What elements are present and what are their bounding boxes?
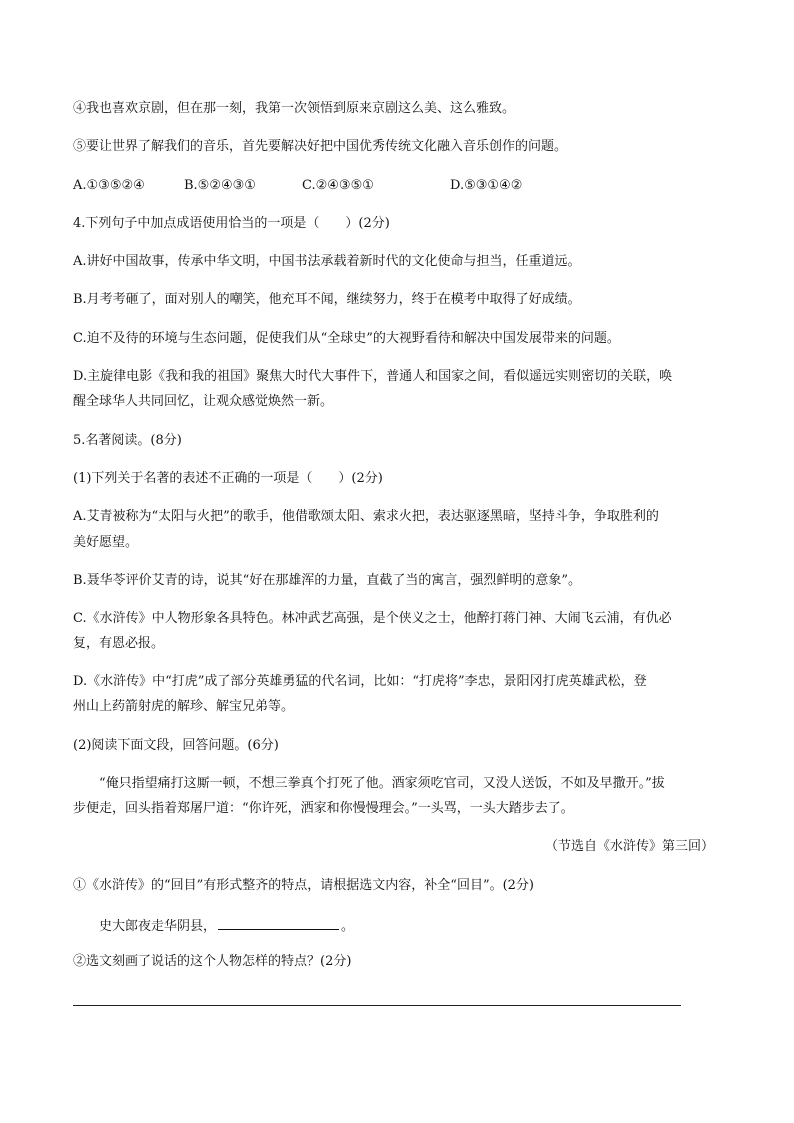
q5-1-option-b: B.聂华苓评价艾青的诗，说其“好在那雄浑的力量，直截了当的寓言，强烈鲜明的意象”。 <box>73 573 581 588</box>
q3-option-a: A.①③⑤②④ <box>73 178 145 193</box>
q4-option-a: A.讲好中国故事，传承中华文明，中国书法承载着新时代的文化使命与担当，任重道远。 <box>73 254 581 269</box>
q3-option-b: B.⑤②④③① <box>184 178 256 193</box>
q3-option-c: C.②④③⑤① <box>302 178 374 193</box>
fill-in-blank[interactable] <box>218 915 339 930</box>
subquestion-2-title: ②选文刻画了说话的这个人物怎样的特点？(2分) <box>73 954 352 969</box>
q3-option-d: D.⑤③①④② <box>450 178 523 193</box>
subquestion-1-title: ①《水浒传》的“回目”有形式整齐的特点，请根据选文内容，补全“回目”。(2分) <box>73 878 534 893</box>
q5-1-option-d-line2: 州山上药箭射虎的解珍、解宝兄弟等。 <box>73 699 295 714</box>
answer-line[interactable] <box>73 1005 681 1006</box>
passage-source: （节选自《水浒传》第三回） <box>544 839 714 854</box>
huimu-suffix: 。 <box>341 919 355 934</box>
q4-option-b: B.月考考砸了，面对别人的嘲笑，他充耳不闻，继续努力，终于在模考中取得了好成绩。 <box>73 292 581 307</box>
q5-1-option-a-line1: A.艾青被称为“太阳与火把”的歌手，他借歌颂太阳、索求火把，表达驱逐黑暗，坚持斗争，争取胜利的 <box>73 509 659 524</box>
passage-line2: 步便走，回头指着郑屠尸道：“你许死，洒家和你慢慢理会。”一头骂，一头大踏步去了。 <box>73 801 574 816</box>
passage-line1: “俺只指望痛打这厮一顿，不想三拳真个打死了他。酒家须吃官司，又没人送饭，不如及早撒开。”拔 <box>99 776 665 791</box>
q5-1-title: (1)下列关于名著的表述不正确的一项是（ ）(2分) <box>73 471 383 486</box>
q5-2-title: (2)阅读下面文段，回答问题。(6分) <box>73 738 279 753</box>
q5-1-option-d-line1: D.《水浒传》中“打虎”成了部分英雄勇猛的代名词，比如：“打虎将”李忠，景阳冈打虎英雄武松，登 <box>73 674 647 689</box>
q5-1-option-c-line2: 复，有恩必报。 <box>73 636 165 651</box>
sentence-5: ⑤要让世界了解我们的音乐，首先要解决好把中国优秀传统文化融入音乐创作的问题。 <box>73 139 568 154</box>
q5-1-option-a-line2: 美好愿望。 <box>73 535 139 550</box>
sentence-4: ④我也喜欢京剧，但在那一刻，我第一次领悟到原来京剧这么美、这么雅致。 <box>73 101 516 116</box>
q3-options <box>73 177 522 195</box>
subquestion-1-answer <box>99 915 354 936</box>
q4-option-c: C.迫不及待的环境与生态问题，促使我们从“全球史”的大视野看待和解决中国发展带来的问题。 <box>73 331 620 346</box>
huimu-prefix: 史大郎夜走华阴县， <box>99 919 217 934</box>
q5-title: 5.名著阅读。(8分) <box>73 433 182 448</box>
q4-option-d-line1: D.主旋律电影《我和我的祖国》聚焦大时代大事件下，普通人和国家之间，看似遥远实则密切的关联，唤 <box>73 369 673 384</box>
q5-1-option-c-line1: C.《水浒传》中人物形象各具特色。林冲武艺高强，是个侠义之士，他醉打蒋门神、大闹飞云浦，有仇必 <box>73 611 672 626</box>
q4-option-d-line2: 醒全球华人共同回忆，让观众感觉焕然一新。 <box>73 394 334 409</box>
q4-title: 4.下列句子中加点成语使用恰当的一项是（ ）(2分) <box>73 216 390 231</box>
